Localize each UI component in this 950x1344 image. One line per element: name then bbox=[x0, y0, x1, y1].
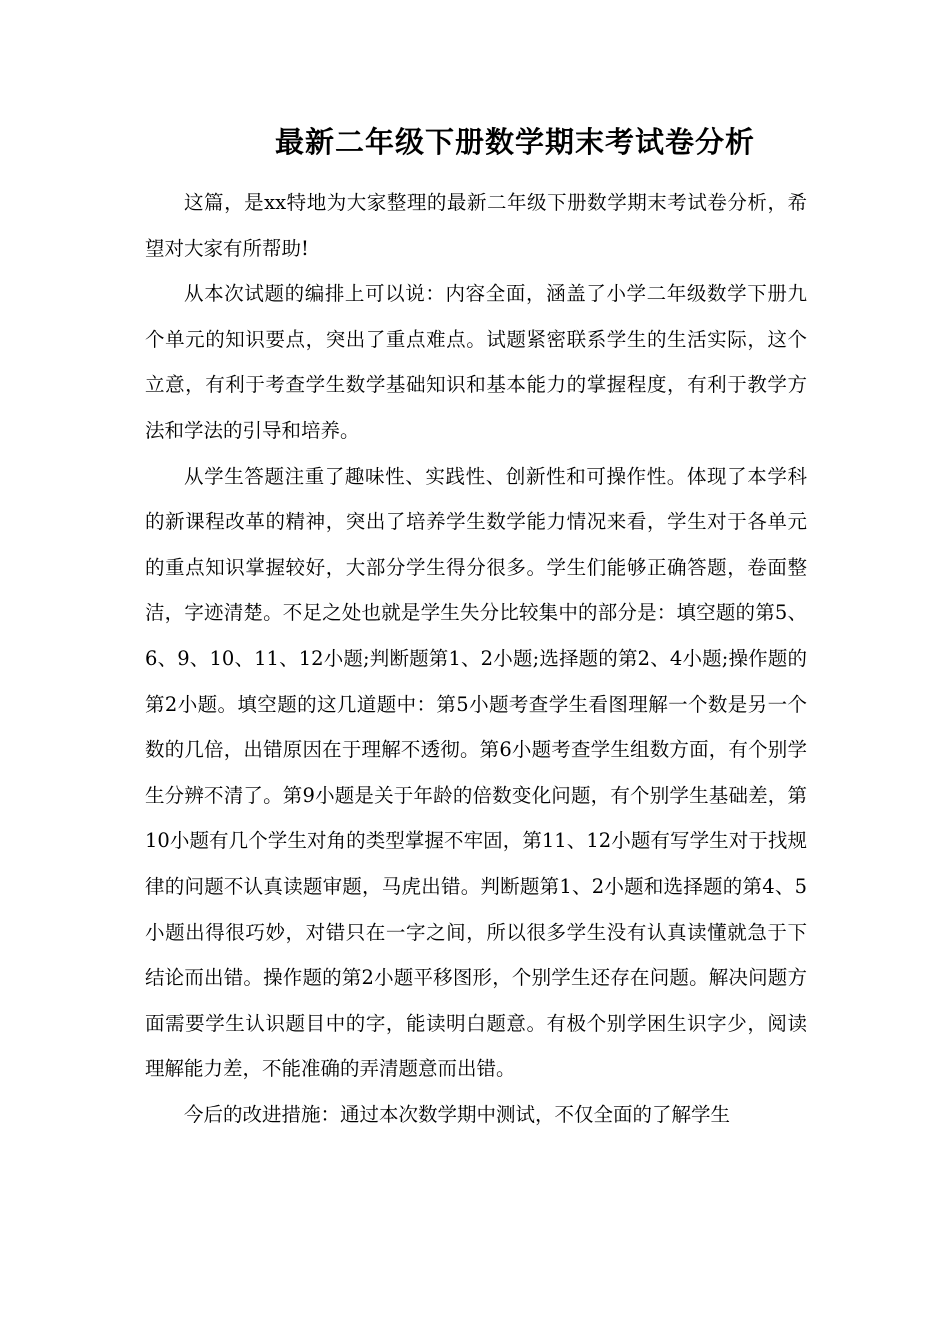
paragraph-exam-design: 从本次试题的编排上可以说：内容全面，涵盖了小学二年级数学下册九个单元的知识要点，突出了重点难点。试题紧密联系学生的生活实际，这个立意，有利于考查学生数学基础知识和基本能力的掌握程度，有利于教学方法和学法的引导和培养。 bbox=[145, 282, 807, 442]
paragraph-improvement: 今后的改进措施：通过本次数学期中测试，不仅全面的了解学生 bbox=[184, 1102, 731, 1126]
document-body bbox=[145, 180, 807, 1137]
paragraph-student-performance: 从学生答题注重了趣味性、实践性、创新性和可操作性。体现了本学科的新课程改革的精神，突出了培养学生数学能力情况来看，学生对于各单元的重点知识掌握较好，大部分学生得分很多。学生们能够正确答题，卷面整洁，字迹清楚。不足之处也就是学生失分比较集中的部分是：填空题的第5、6、9、10、11、12小题;判断题第1、2小题;选择题的第2、4小题;操作题的第2小题。填空题的这几道题中：第5小题考查学生看图理解一个数是另一个数的几倍，出错原因在于理解不透彻。第6小题考查学生组数方面，有个别学生分辨不清了。第9小题是关于年龄的倍数变化问题，有个别学生基础差，第10小题有几个学生对角的类型掌握不牢固，第11、12小题有写学生对于找规律的问题不认真读题审题，马虎出错。判断题第1、2小题和选择题的第4、5小题出得很巧妙，对错只在一字之间，所以很多学生没有认真读懂就急于下结论而出错。操作题的第2小题平移图形，个别学生还存在问题。解决问题方面需要学生认识题目中的字，能读明白题意。有极个别学困生识字少，阅读理解能力差，不能准确的弄清题意而出错。 bbox=[145, 464, 807, 1081]
paragraph-intro: 这篇，是xx特地为大家整理的最新二年级下册数学期末考试卷分析，希望对大家有所帮助! bbox=[145, 191, 807, 260]
document-title: 最新二年级下册数学期末考试卷分析 bbox=[274, 125, 755, 159]
